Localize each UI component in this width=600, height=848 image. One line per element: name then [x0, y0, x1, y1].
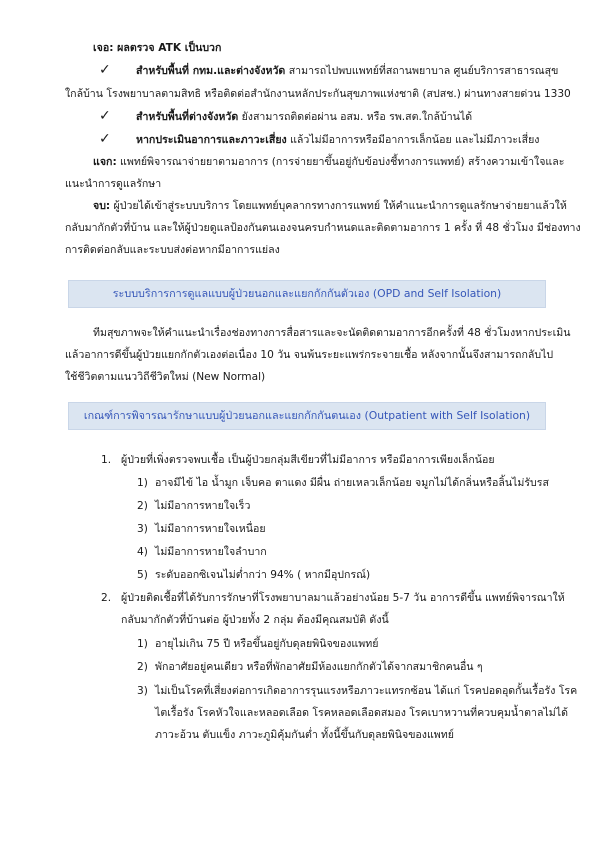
section-banner-opd: ระบบบริการการดูแลแบบผู้ป่วยนอกและแยกกักกันตัวเอง (OPD and Self Isolation)	[68, 280, 546, 308]
bullet-text: สามารถไปพบแพทย์ที่สถานพยาบาล ศูนย์บริการสาธารณสุข	[285, 65, 559, 77]
sub-item-number: 1)	[137, 638, 148, 650]
sub-item-text: อายุไม่เกิน 75 ปี หรือขึ้นอยู่กับดุลยพินิจของแพทย์	[155, 638, 379, 650]
sub-item-text: พักอาศัยอยู่คนเดียว หรือที่พักอาศัยมีห้องแยกกักตัวได้จากสมาชิกคนอื่น ๆ	[155, 661, 483, 673]
sub-item-number: 4)	[137, 546, 148, 558]
jaek-paragraph-cont: แนะนำการดูแลรักษา	[65, 178, 162, 190]
jop-paragraph	[93, 199, 567, 213]
sub-item-number: 1)	[137, 477, 148, 489]
bullet-item-provinces	[136, 110, 472, 124]
jop-text: ผู้ป่วยได้เข้าสู่ระบบบริการ โดยแพทย์บุคลากรทางการแพทย์ ให้คำแนะนำการดูแลรักษาจ่ายยาแล้วให้	[110, 200, 567, 212]
sub-item-text-cont: ไตเรื้อรัง โรคหัวใจและหลอดเลือด โรคหลอดเลือดสมอง โรคเบาหวานที่ควบคุมน้ำตาลไม่ได้	[155, 707, 568, 719]
jaek-label: แจก:	[93, 156, 117, 168]
list-number: 2.	[101, 592, 112, 604]
bullet-label: หากประเมินอาการและภาวะเสี่ยง	[136, 134, 287, 146]
bullet-item-bangkok-cont: ใกล้บ้าน โรงพยาบาลตามสิทธิ หรือติดต่อสำนักงานหลักประกันสุขภาพแห่งชาติ (สปสช.) ผ่านทางสายด่วน 1330	[65, 88, 571, 100]
check-icon: ✓	[99, 131, 111, 147]
jaek-paragraph	[93, 155, 564, 169]
sub-item-number: 2)	[137, 661, 148, 673]
sub-item-text: ไม่มีอาการหายใจลำบาก	[155, 546, 267, 558]
opd-paragraph-cont: ใช้ชีวิตตามแนววิถีชีวิตใหม่ (New Normal)	[65, 371, 266, 383]
opd-paragraph-cont: แล้วอาการดีขึ้นผู้ป่วยแยกกักตัวเองต่อเนื่อง 10 วัน จนพ้นระยะแพร่กระจายเชื้อ หลังจากนั้นจึงสามารถกลับไป	[65, 349, 554, 361]
bullet-text: แล้วไม่มีอาการหรือมีอาการเล็กน้อย และไม่มีภาวะเสี่ยง	[286, 134, 540, 146]
check-icon: ✓	[99, 62, 111, 78]
bullet-item-assessment	[136, 133, 539, 147]
jop-paragraph-cont: กลับมากักตัวที่บ้าน และให้ผู้ป่วยดูแลป้องกันตนเองจนครบกำหนดและติดตามอาการ 1 ครั้ง ที่ 48 ชั่วโมง มีช่องทาง	[65, 222, 581, 234]
sub-item-number: 5)	[137, 569, 148, 581]
sub-item-text: ไม่มีอาการหายใจเหนื่อย	[155, 523, 266, 535]
bullet-label: สำหรับพื้นที่ กทม.และต่างจังหวัด	[136, 65, 286, 77]
section-heading-positive-atk: เจอ: ผลตรวจ ATK เป็นบวก	[93, 42, 222, 54]
check-icon: ✓	[99, 108, 111, 124]
jop-paragraph-cont: การติดต่อกลับและระบบส่งต่อหากมีอาการแย่ลง	[65, 244, 280, 256]
criterion-2-text-cont: กลับมากักตัวที่บ้านต่อ ผู้ป่วยทั้ง 2 กลุ่ม ต้องมีคุณสมบัติ ดังนี้	[121, 614, 389, 626]
sub-item-text: ไม่มีอาการหายใจเร็ว	[155, 500, 251, 512]
section-banner-criteria: เกณฑ์การพิจารณารักษาแบบผู้ป่วยนอกและแยกกักกันตนเอง (Outpatient with Self Isolation)	[68, 402, 546, 430]
opd-paragraph: ทีมสุขภาพจะให้คำแนะนำเรื่องช่องทางการสื่อสารและจะนัดติดตามอาการอีกครั้งที่ 48 ชั่วโมงหากประเมิน	[93, 327, 571, 339]
sub-item-text-cont: ภาวะอ้วน ตับแข็ง ภาวะภูมิคุ้มกันต่ำ ทั้งนี้ขึ้นกับดุลยพินิจของแพทย์	[155, 729, 454, 741]
list-number: 1.	[101, 454, 112, 466]
criterion-2-text: ผู้ป่วยติดเชื้อที่ได้รับการรักษาที่โรงพยาบาลมาแล้วอย่างน้อย 5-7 วัน อาการดีขึ้น แพทย์พิจารณาให้	[121, 592, 565, 604]
sub-item-number: 2)	[137, 500, 148, 512]
bullet-text: ยังสามารถติดต่อผ่าน อสม. หรือ รพ.สต.ใกล้บ้านได้	[238, 111, 473, 123]
jop-label: จบ:	[93, 200, 111, 212]
sub-item-number: 3)	[137, 685, 148, 697]
jaek-text: แพทย์พิจารณาจ่ายยาตามอาการ (การจ่ายยาขึ้นอยู่กับข้อบ่งชี้ทางการแพทย์) สร้างความเข้าใจและ	[116, 156, 565, 168]
sub-item-text: ไม่เป็นโรคที่เสี่ยงต่อการเกิดอาการรุนแรงหรือภาวะแทรกซ้อน ได้แก่ โรคปอดอุดกั้นเรื้อรัง โรค	[155, 685, 578, 697]
sub-item-text: อาจมีไข้ ไอ น้ำมูก เจ็บคอ ตาแดง มีผื่น ถ่ายเหลวเล็กน้อย จมูกไม่ได้กลิ่นหรือลิ้นไม่รับรส	[155, 477, 549, 489]
bullet-item-bangkok	[136, 64, 558, 78]
bullet-label: สำหรับพื้นที่ต่างจังหวัด	[136, 111, 239, 123]
sub-item-number: 3)	[137, 523, 148, 535]
sub-item-text: ระดับออกซิเจนไม่ต่ำกว่า 94% ( หากมีอุปกรณ์)	[155, 569, 371, 581]
criterion-1-text: ผู้ป่วยที่เพิ่งตรวจพบเชื้อ เป็นผู้ป่วยกลุ่มสีเขียวที่ไม่มีอาการ หรือมีอาการเพียงเล็กน้อย	[121, 454, 495, 466]
